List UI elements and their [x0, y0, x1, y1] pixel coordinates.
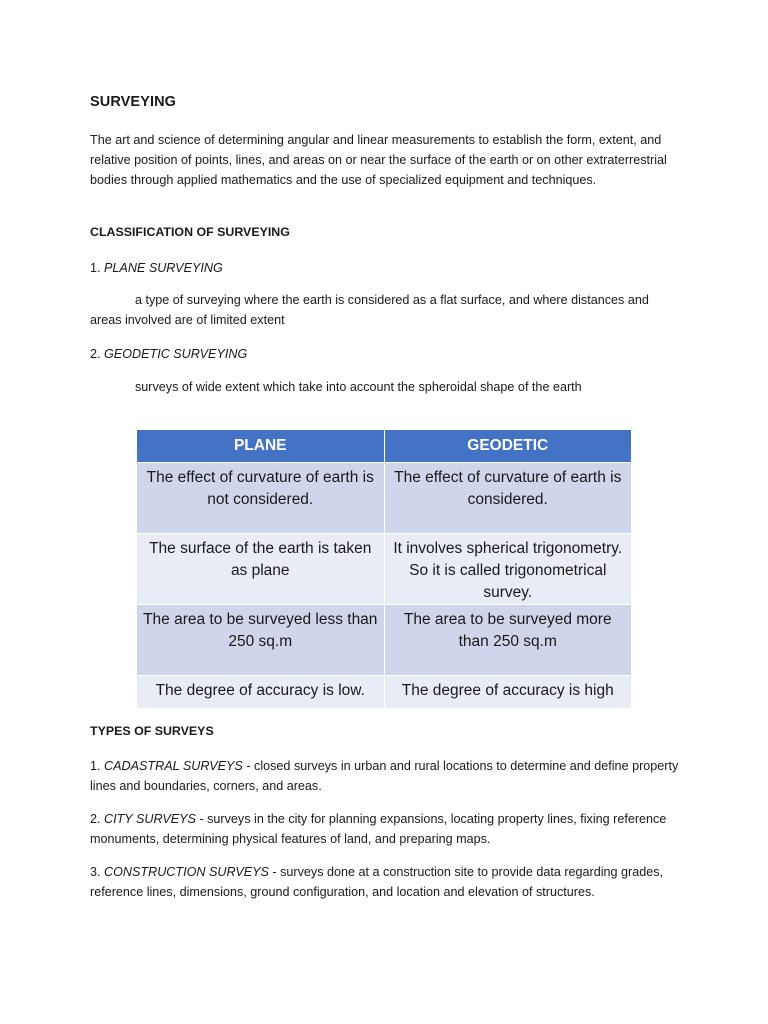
comparison-table: [137, 430, 631, 708]
item-name: CONSTRUCTION SURVEYS: [104, 865, 269, 879]
table-row: [137, 605, 631, 676]
types-item-construction: [90, 862, 690, 902]
table-header-row: [137, 430, 631, 463]
table-row: [137, 534, 631, 605]
table-cell: The degree of accuracy is high: [384, 676, 631, 709]
item-number: 1.: [90, 261, 105, 275]
description-second-line: areas involved are of limited extent: [90, 313, 285, 327]
geodetic-surveying-description: surveys of wide extent which take into account the spheroidal shape of the earth: [135, 380, 582, 394]
item-name: CADASTRAL SURVEYS: [104, 759, 243, 773]
item-number: 2.: [90, 812, 105, 826]
item-description: - surveys done at a construction site to provide data regarding grades, reference lines, dimensions, ground configuration, and location and elevation of structures.: [90, 865, 664, 899]
plane-surveying-description: [90, 290, 680, 330]
table-cell: The area to be surveyed more than 250 sq.m: [384, 605, 631, 676]
item-name: PLANE SURVEYING: [104, 261, 223, 275]
item-description: - surveys in the city for planning expansions, locating property lines, fixing reference monuments, determining physical features of land, and preparing maps.: [90, 812, 667, 846]
table-cell: The surface of the earth is taken as plane: [137, 534, 384, 605]
item-name: CITY SURVEYS: [104, 812, 196, 826]
intro-paragraph: The art and science of determining angular and linear measurements to establish the form, extent, and relative position of points, lines, and areas on or near the surface of the earth or on other extraterrestrial bodies through applied mathematics and the use of specialized equipment and techniques.: [90, 133, 667, 187]
table-row: [137, 463, 631, 534]
table-cell: It involves spherical trigonometry. So it is called trigonometrical survey.: [384, 534, 631, 605]
classification-item-geodetic: [90, 344, 247, 364]
table-cell: The effect of curvature of earth is considered.: [384, 463, 631, 534]
types-item-city: [90, 809, 690, 849]
table-cell: The area to be surveyed less than 250 sq.m: [137, 605, 384, 676]
item-number: 3.: [90, 865, 105, 879]
types-item-cadastral: [90, 756, 690, 796]
description-first-line: a type of surveying where the earth is considered as a flat surface, and where distances and: [135, 293, 649, 307]
classification-item-plane: [90, 258, 223, 278]
table-cell: The degree of accuracy is low.: [137, 676, 384, 709]
item-number: 2.: [90, 347, 105, 361]
item-number: 1.: [90, 759, 105, 773]
types-heading: TYPES OF SURVEYS: [90, 724, 214, 738]
header-plane: PLANE: [137, 430, 384, 463]
table-row: [137, 676, 631, 709]
item-name: GEODETIC SURVEYING: [104, 347, 248, 361]
header-geodetic: GEODETIC: [384, 430, 631, 463]
page-title: SURVEYING: [90, 94, 177, 110]
classification-heading: CLASSIFICATION OF SURVEYING: [90, 225, 290, 239]
item-description: - closed surveys in urban and rural locations to determine and define property lines and boundaries, corners, and areas.: [90, 759, 679, 793]
table-cell: The effect of curvature of earth is not considered.: [137, 463, 384, 534]
